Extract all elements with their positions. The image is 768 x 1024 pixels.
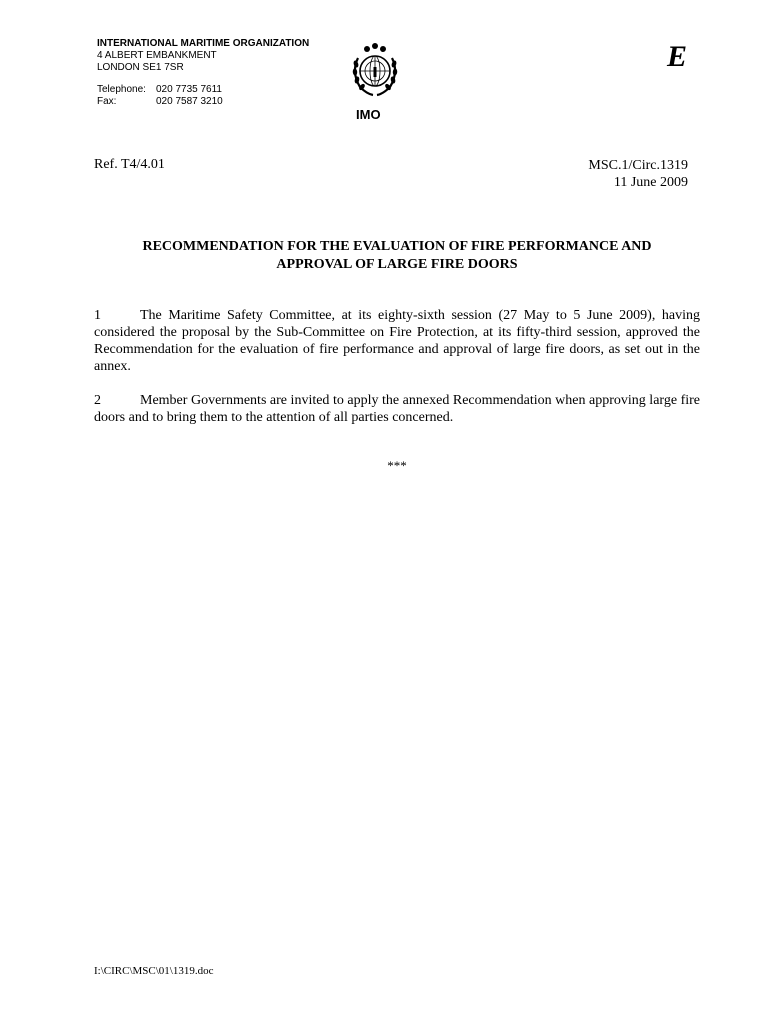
organization-address: [97, 38, 309, 74]
address-line-1: 4 ALBERT EMBANKMENT: [97, 50, 217, 61]
circular-number: MSC.1/Circ.1319: [588, 158, 688, 173]
fax-value: 020 7587 3210: [156, 96, 223, 107]
paragraph-text: The Maritime Safety Committee, at its eighty-sixth session (27 May to 5 June 2009), having considered the proposal by the Sub-Committee on Fire Protection, at its fifty-third session, approved the Recommendation for the evaluation of fire performance and approval of large fire doors, as set out in the annex.: [94, 308, 700, 374]
language-code: E: [667, 40, 688, 73]
paragraph-number: 1: [94, 308, 101, 323]
section-separator: ***: [387, 458, 407, 473]
imo-label: IMO: [356, 107, 381, 122]
circular-date: 11 June 2009: [613, 175, 688, 190]
paragraph-2: [94, 392, 700, 426]
title-line-1: RECOMMENDATION FOR THE EVALUATION OF FIRE PERFORMANCE AND: [142, 239, 652, 254]
contact-details: [97, 84, 223, 108]
reference-number: Ref. T4/4.01: [94, 157, 165, 172]
title-line-2: APPROVAL OF LARGE FIRE DOORS: [276, 257, 518, 272]
circular-reference: [588, 157, 688, 191]
fax-label: Fax:: [97, 96, 117, 107]
address-line-2: LONDON SE1 7SR: [97, 62, 184, 73]
telephone-label: Telephone:: [97, 84, 146, 95]
telephone-value: 020 7735 7611: [156, 84, 222, 95]
organization-name: INTERNATIONAL MARITIME ORGANIZATION: [97, 38, 310, 49]
document-title: [94, 238, 700, 274]
paragraph-text: Member Governments are invited to apply the annexed Recommendation when approving large fire doors and to bring them to the attention of all parties concerned.: [94, 393, 700, 425]
file-path: I:\CIRC\MSC\01\1319.doc: [94, 965, 214, 977]
imo-emblem-icon: [349, 40, 401, 100]
telephone-row: [97, 84, 223, 96]
fax-row: [97, 96, 223, 108]
paragraph-1: [94, 307, 700, 375]
paragraph-number: 2: [94, 393, 101, 408]
